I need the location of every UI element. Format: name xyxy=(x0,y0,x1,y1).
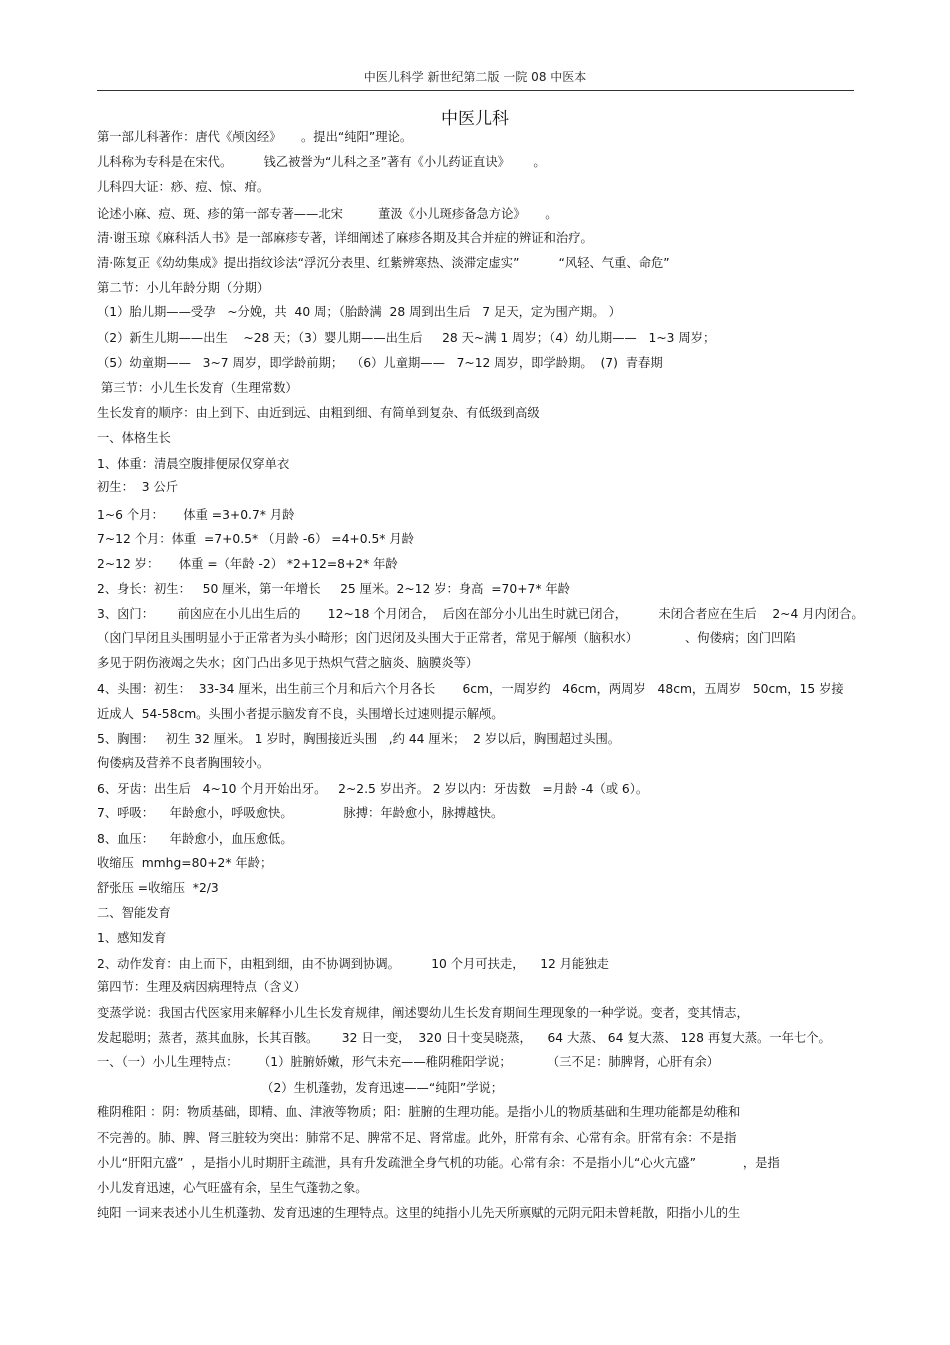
running-header: 中医儿科学 新世纪第二版 一院 08 中医本 xyxy=(363,70,587,84)
text-line: 儿科四大证：痧、痘、惊、疳。 xyxy=(97,180,270,194)
text-line: 1~6 个月： 体重 =3+0.7* 月龄 xyxy=(97,508,295,522)
text-line: 清·谢玉琼《麻科活人书》是一部麻疹专著，详细阐述了麻疹各期及其合并症的辨证和治疗。 xyxy=(97,231,593,245)
text-line: 初生： 3 公斤 xyxy=(97,480,179,494)
text-line: 不完善的。肺、脾、肾三脏较为突出：肺常不足、脾常不足、肾常虚。此外，肝常有余、心常有余。肝常有余：不是指 xyxy=(97,1131,737,1145)
text-line: （1）胎儿期——受孕 ~分娩，共 40 周；（胎龄满 28 周到出生后 7 足天，定为围产期。 ） xyxy=(97,305,621,319)
text-line: 收缩压 mmhg=80+2* 年龄； xyxy=(97,856,273,870)
text-line: 第二节：小儿年龄分期（分期） xyxy=(97,281,270,295)
text-line: 1、体重：清晨空腹排便尿仅穿单衣 xyxy=(97,457,290,471)
text-line: 变蒸学说：我国古代医家用来解释小儿生长发育规律，阐述婴幼儿生长发育期间生理现象的一种学说。变者，变其情志， xyxy=(97,1006,749,1020)
text-line: 第四节：生理及病因病理特点（含义） xyxy=(97,980,307,994)
text-line: 清·陈复正《幼幼集成》提出指纹诊法“浮沉分表里、红紫辨寒热、淡滞定虚实” “风轻、气重、命危” xyxy=(97,256,670,270)
text-line: 近成人 54-58cm。头围小者提示脑发育不良，头围增长过速则提示解颅。 xyxy=(97,707,504,721)
text-line: 4、头围：初生： 33-34 厘米，出生前三个月和后六个月各长 6cm，一周岁约 46cm，两周岁 48cm，五周岁 50cm，15 岁接 xyxy=(97,682,844,696)
text-line: （囟门早闭且头围明显小于正常者为头小畸形；囟门迟闭及头围大于正常者，常见于解颅（脑积水） 、佝偻病；囟门凹陷 xyxy=(97,631,796,645)
text-line: 儿科称为专科是在宋代。 钱乙被誉为“儿科之圣”著有《小儿药证直诀》 。 xyxy=(97,155,546,169)
text-line: 2、动作发育：由上而下，由粗到细，由不协调到协调。 10 个月可扶走， 12 月能独走 xyxy=(97,957,609,971)
text-line: 生长发育的顺序：由上到下、由近到远、由粗到细、有简单到复杂、有低级到高级 xyxy=(97,406,540,420)
text-line: 发起聪明；蒸者，蒸其血脉，长其百骸。 32 日一变， 320 日十变吴晓蒸， 64 大蒸、 64 复大蒸、 128 再复大蒸。一年七个。 xyxy=(97,1031,831,1045)
text-line: 佝偻病及营养不良者胸围较小。 xyxy=(97,756,270,770)
text-line: 纯阳 一词来表述小儿生机蓬勃、发育迅速的生理特点。这里的纯指小儿先天所禀赋的元阴元阳未曾耗散，阳指小儿的生 xyxy=(97,1206,741,1220)
text-line: 3、囟门： 前囟应在小儿出生后的 12~18 个月闭合， 后囟在部分小儿出生时就已闭合， 未闭合者应在生后 2~4 月内闭合。 xyxy=(97,607,864,621)
text-line: 7、呼吸： 年龄愈小，呼吸愈快。 脉搏：年龄愈小，脉搏越快。 xyxy=(97,806,504,820)
text-line: （5）幼童期—— 3~7 周岁，即学龄前期； （6）儿童期—— 7~12 周岁，即学龄期。 (7) 青春期 xyxy=(97,356,663,370)
text-line: 小儿发育迅速，心气旺盛有余，呈生气蓬勃之象。 xyxy=(97,1181,368,1195)
text-line: 稚阴稚阳 ：阴：物质基础，即精、血、津液等物质；阳：脏腑的生理功能。是指小儿的物质基础和生理功能都是幼稚和 xyxy=(97,1105,741,1119)
text-line: 小儿“肝阳亢盛” ，是指小儿时期肝主疏泄，具有升发疏泄全身气机的功能。心常有余：不是指小儿“心火亢盛” ，是指 xyxy=(97,1156,780,1170)
text-line: 1、感知发育 xyxy=(97,931,167,945)
text-line: 2、身长：初生： 50 厘米，第一年增长 25 厘米。2~12 岁：身高 =70+7* 年龄 xyxy=(97,582,570,596)
text-line: 2~12 岁： 体重 =（年龄 -2） *2+12=8+2* 年龄 xyxy=(97,557,398,571)
text-line: 二、智能发育 xyxy=(97,906,171,920)
text-line: 第一部儿科著作：唐代《颅囟经》 。提出“纯阳”理论。 xyxy=(97,130,413,144)
text-line: 舒张压 =收缩压 *2/3 xyxy=(97,881,219,895)
text-line: 5、胸围： 初生 32 厘米。 1 岁时，胸围接近头围 ,约 44 厘米； 2 岁以后，胸围超过头围。 xyxy=(97,732,621,746)
text-line: 6、牙齿：出生后 4~10 个月开始出牙。 2~2.5 岁出齐。 2 岁以内：牙齿数 =月龄 -4（或 6）。 xyxy=(97,782,649,796)
page-title: 中医儿科 xyxy=(441,109,509,129)
text-line: （2）新生儿期——出生 ~28 天；（3）婴儿期——出生后 28 天~满 1 周岁；（4）幼儿期—— 1~3 周岁； xyxy=(97,331,716,345)
text-line: 第三节：小儿生长发育（生理常数） xyxy=(97,381,298,395)
text-line: （2）生机蓬勃，发育迅速——“纯阳”学说； xyxy=(97,1081,504,1095)
text-line: 7~12 个月：体重 =7+0.5* （月龄 -6） =4+0.5* 月龄 xyxy=(97,532,414,546)
text-line: 一、（一）小儿生理特点： （1）脏腑娇嫩，形气未充——稚阴稚阳学说； （三不足：肺脾肾，心肝有余） xyxy=(97,1055,720,1069)
text-line: 论述小麻、痘、斑、疹的第一部专著——北宋 董汲《小儿斑疹备急方论》 。 xyxy=(97,207,558,221)
header-rule xyxy=(97,90,854,91)
text-line: 8、血压： 年龄愈小，血压愈低。 xyxy=(97,832,293,846)
text-line: 一、体格生长 xyxy=(97,431,171,445)
text-line: 多见于阴伤液竭之失水；囟门凸出多见于热炽气营之脑炎、脑膜炎等） xyxy=(97,656,479,670)
